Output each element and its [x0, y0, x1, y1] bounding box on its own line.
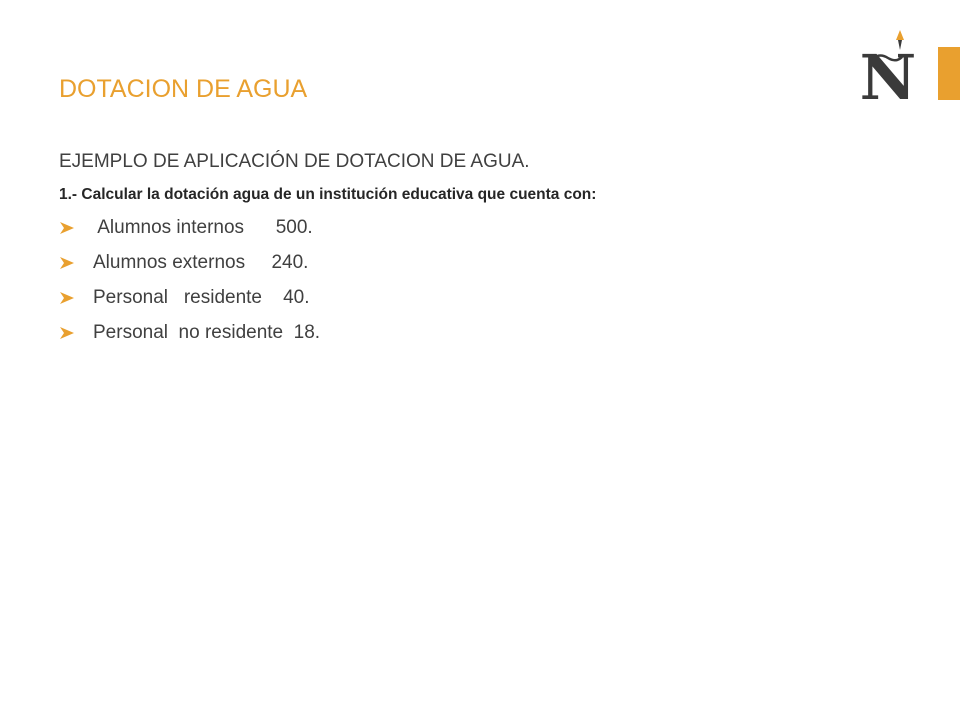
problem-statement: 1.- Calcular la dotación agua de un institución educativa que cuenta con:	[59, 186, 597, 203]
list-item	[59, 283, 320, 318]
list-item	[59, 213, 320, 248]
slide-title: DOTACION DE AGUA	[59, 75, 308, 103]
list-item	[59, 318, 320, 353]
arrow-bullet-icon	[59, 283, 93, 315]
list-item-text: Personal residente 40.	[93, 287, 310, 308]
logo-letter: N	[862, 41, 914, 102]
arrow-bullet-icon	[59, 248, 93, 280]
logo	[862, 28, 914, 102]
list-item	[59, 248, 320, 283]
arrow-bullet-icon	[59, 213, 93, 245]
logo-n-icon	[862, 28, 914, 102]
arrow-bullet-icon	[59, 318, 93, 350]
example-subtitle: EJEMPLO DE APLICACIÓN DE DOTACION DE AGUA.	[59, 151, 530, 172]
accent-bar	[938, 47, 960, 100]
list-item-text: Alumnos externos 240.	[93, 252, 309, 273]
list-item-text: Personal no residente 18.	[93, 322, 321, 343]
list-item-text: Alumnos internos 500.	[93, 217, 313, 238]
bullet-list	[59, 213, 320, 353]
